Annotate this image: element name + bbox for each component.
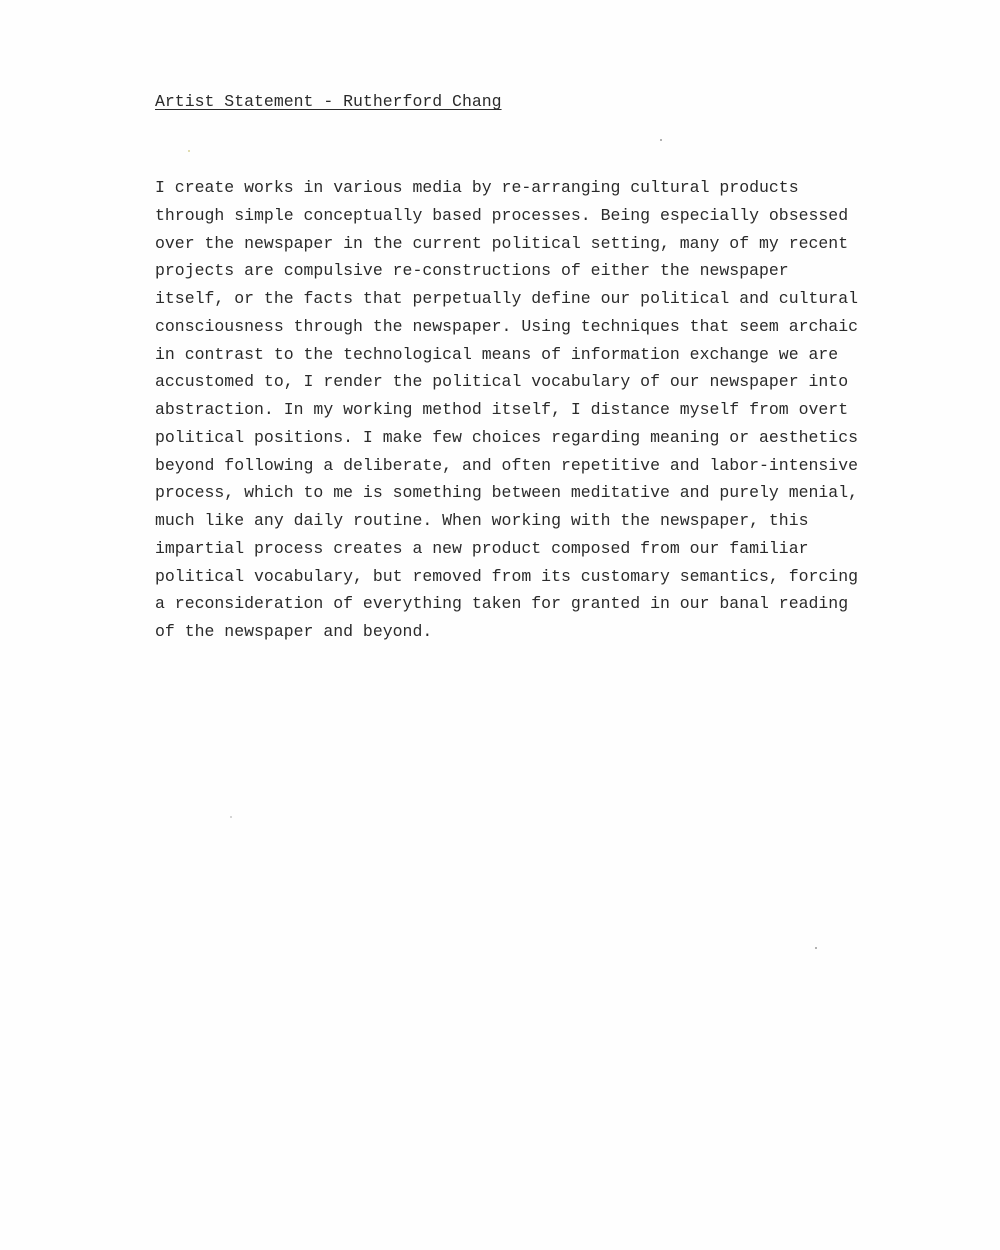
statement-line: through simple conceptually based processes. Being especially obsessed xyxy=(155,205,849,225)
statement-line: consciousness through the newspaper. Using techniques that seem archaic xyxy=(155,316,859,336)
statement-line: in contrast to the technological means of information exchange we are xyxy=(155,344,839,364)
statement-line: a reconsideration of everything taken for granted in our banal reading xyxy=(155,594,849,614)
paper-speck xyxy=(660,139,662,141)
document-title: Artist Statement - Rutherford Chang xyxy=(155,92,502,111)
statement-line: impartial process creates a new product composed from our familiar xyxy=(155,538,809,558)
statement-line: itself, or the facts that perpetually define our political and cultural xyxy=(155,289,859,308)
statement-line: process, which to me is something between meditative and purely menial, xyxy=(155,483,859,503)
statement-body xyxy=(155,174,858,646)
statement-line: accustomed to, I render the political vocabulary of our newspaper into xyxy=(155,372,849,392)
statement-line: beyond following a deliberate, and often repetitive and labor-intensive xyxy=(155,455,859,475)
paper-speck xyxy=(230,816,232,818)
statement-line: projects are compulsive re-constructions of either the newspaper xyxy=(155,261,789,281)
statement-line: over the newspaper in the current political setting, many of my recent xyxy=(155,233,849,253)
paper-speck xyxy=(815,947,817,949)
statement-line: of the newspaper and beyond. xyxy=(155,622,433,641)
statement-line: political vocabulary, but removed from its customary semantics, forcing xyxy=(155,566,859,586)
paper-speck xyxy=(188,150,190,152)
statement-line: much like any daily routine. When working with the newspaper, this xyxy=(155,511,809,530)
statement-line: I create works in various media by re-arranging cultural products xyxy=(155,178,799,197)
statement-line: abstraction. In my working method itself, I distance myself from overt xyxy=(155,400,849,419)
statement-line: political positions. I make few choices regarding meaning or aesthetics xyxy=(155,427,859,447)
